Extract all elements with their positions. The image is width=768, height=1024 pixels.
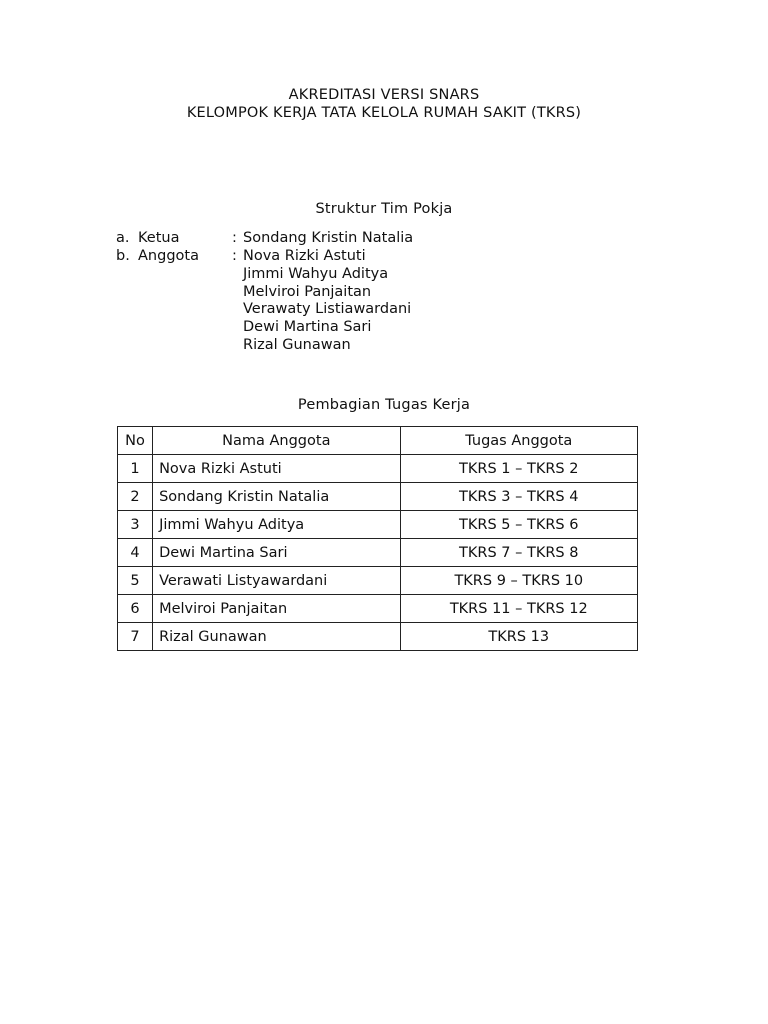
- row-task: TKRS 9 – TKRS 10: [400, 567, 637, 595]
- row-member-name: Dewi Martina Sari: [153, 539, 400, 567]
- row-number: 1: [118, 455, 153, 483]
- row-member-name: Sondang Kristin Natalia: [153, 483, 400, 511]
- table-row: [118, 455, 638, 483]
- row-task: TKRS 5 – TKRS 6: [400, 511, 637, 539]
- row-task: TKRS 13: [400, 623, 637, 651]
- row-member-name: Nova Rizki Astuti: [153, 455, 400, 483]
- table-row: [118, 623, 638, 651]
- structure-heading: Struktur Tim Pokja: [315, 201, 453, 217]
- member-name: Dewi Martina Sari: [243, 319, 372, 335]
- row-task: TKRS 3 – TKRS 4: [400, 483, 637, 511]
- row-member-name: Verawati Listyawardani: [153, 567, 400, 595]
- row-number: 5: [118, 567, 153, 595]
- table-row: [118, 483, 638, 511]
- row-member-name: Jimmi Wahyu Aditya: [153, 511, 400, 539]
- separator: :: [232, 230, 237, 246]
- row-task: TKRS 7 – TKRS 8: [400, 539, 637, 567]
- table-row: [118, 511, 638, 539]
- row-member-name: Melviroi Panjaitan: [153, 595, 400, 623]
- row-task: TKRS 11 – TKRS 12: [400, 595, 637, 623]
- member-name: Melviroi Panjaitan: [243, 284, 372, 300]
- role-label: Ketua: [138, 230, 180, 246]
- row-task: TKRS 1 – TKRS 2: [400, 455, 637, 483]
- table-row: [118, 595, 638, 623]
- tasks-heading: Pembagian Tugas Kerja: [297, 397, 471, 413]
- table-row: [118, 567, 638, 595]
- separator: :: [232, 248, 237, 264]
- column-header-name: Nama Anggota: [153, 427, 400, 455]
- column-header-task: Tugas Anggota: [400, 427, 637, 455]
- list-marker: a.: [116, 230, 130, 246]
- document-title: AKREDITASI VERSI SNARS: [288, 87, 480, 103]
- table-row: [118, 539, 638, 567]
- list-marker: b.: [116, 248, 130, 264]
- member-name: Rizal Gunawan: [243, 337, 351, 353]
- leader-name: Sondang Kristin Natalia: [243, 230, 414, 246]
- member-name: Jimmi Wahyu Aditya: [243, 266, 389, 282]
- table-header-row: [118, 427, 638, 455]
- column-header-no: No: [118, 427, 153, 455]
- member-name: Nova Rizki Astuti: [243, 248, 366, 264]
- document-subtitle: KELOMPOK KERJA TATA KELOLA RUMAH SAKIT (TKRS): [186, 105, 582, 121]
- row-number: 3: [118, 511, 153, 539]
- row-member-name: Rizal Gunawan: [153, 623, 400, 651]
- row-number: 6: [118, 595, 153, 623]
- row-number: 7: [118, 623, 153, 651]
- row-number: 4: [118, 539, 153, 567]
- member-name: Verawaty Listiawardani: [243, 301, 412, 317]
- task-table: [117, 426, 638, 651]
- row-number: 2: [118, 483, 153, 511]
- role-label: Anggota: [138, 248, 199, 264]
